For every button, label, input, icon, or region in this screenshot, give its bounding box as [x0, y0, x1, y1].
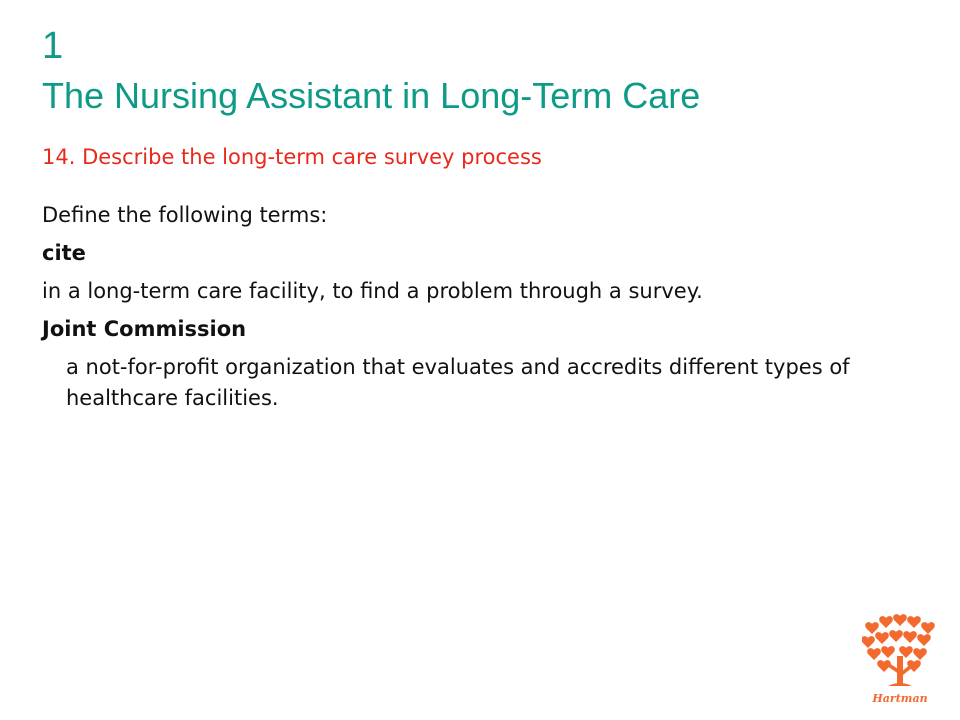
term-joint-commission: Joint Commission — [42, 317, 247, 341]
chapter-title: The Nursing Assistant in Long-Term Care — [42, 75, 701, 116]
intro-text: Define the following terms: — [42, 203, 328, 227]
logo-wordmark: Hartman — [872, 692, 928, 705]
definition-cite: in a long-term care facility, to find a problem through a survey. — [42, 279, 703, 303]
heart-tree-logo-icon — [862, 612, 938, 708]
section-heading: 14. Describe the long-term care survey process — [42, 145, 542, 169]
hartman-logo — [862, 612, 938, 708]
definition-joint-commission: a not-for-profit organization that evaluates and accredits different types of healthcare facilities. — [66, 355, 850, 410]
chapter-number: 1 — [42, 25, 64, 67]
term-cite: cite — [42, 241, 86, 265]
